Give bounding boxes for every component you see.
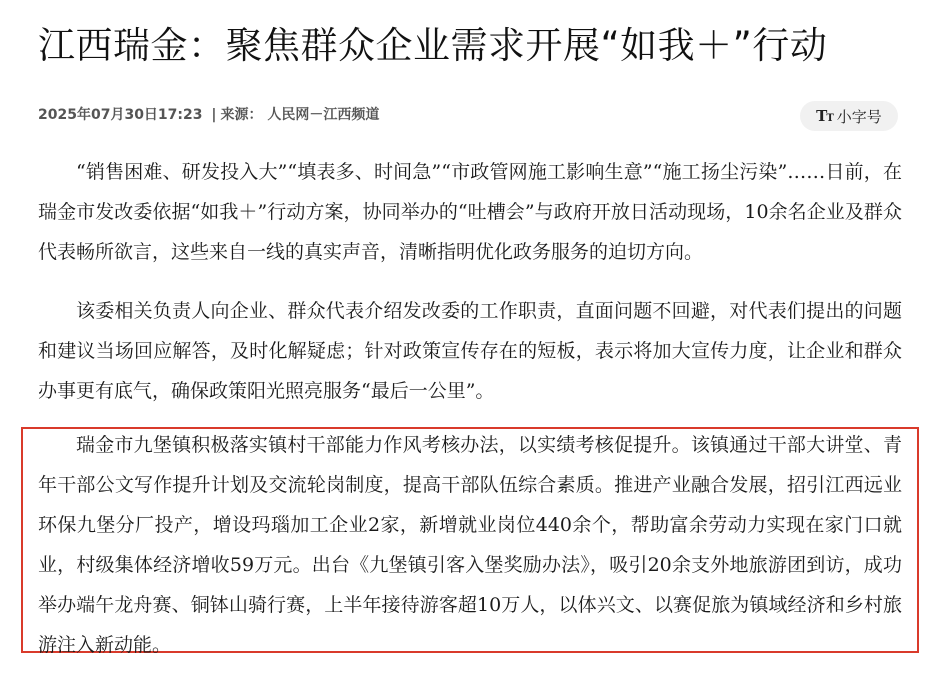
paragraph-2: 该委相关负责人向企业、群众代表介绍发改委的工作职责，直面问题不回避，对代表们提出的问题和建议当场回应解答，及时化解疑虑；针对政策宣传存在的短板，表示将加大宣传力度，让企业和群众办事更有底气，确保政策阳光照亮服务“最后一公里”。 bbox=[38, 300, 902, 402]
article-title: 江西瑞金：聚焦群众企业需求开展“如我＋”行动 bbox=[38, 24, 828, 67]
meta-separator: | bbox=[211, 107, 217, 123]
source-link[interactable]: 人民网－江西频道 bbox=[267, 107, 380, 123]
article-meta bbox=[38, 104, 379, 126]
font-size-label: 小字号 bbox=[836, 107, 882, 126]
font-size-toggle-button[interactable] bbox=[800, 101, 898, 131]
paragraph-1: “销售困难、研发投入大”“填表多、时间急”“市政管网施工影响生意”“施工扬尘污染”……日前，在瑞金市发改委依据“如我＋”行动方案，协同举办的“吐槽会”与政府开放日活动现场，10余名企业及群众代表畅所欲言，这些来自一线的真实声音，清晰指明优化政务服务的迫切方向。 bbox=[38, 161, 902, 263]
paragraph-3-highlighted: 瑞金市九堡镇积极落实镇村干部能力作风考核办法，以实绩考核促提升。该镇通过干部大讲堂、青年干部公文写作提升计划及交流轮岗制度，提高干部队伍综合素质。推进产业融合发展，招引江西远业环保九堡分厂投产，增设玛瑙加工企业2家，新增就业岗位440余个，帮助富余劳动力实现在家门口就业，村级集体经济增收59万元。出台《九堡镇引客入堡奖励办法》，吸引20余支外地旅游团到访，成功举办端午龙舟赛、铜钵山骑行赛，上半年接待游客超10万人，以体兴文、以赛促旅为镇域经济和乡村旅游注入新动能。 bbox=[38, 434, 902, 656]
text-size-icon: TT bbox=[816, 107, 833, 125]
publish-datetime: 2025年07月30日17:23 bbox=[38, 107, 203, 123]
source-label: 来源： bbox=[220, 107, 263, 123]
